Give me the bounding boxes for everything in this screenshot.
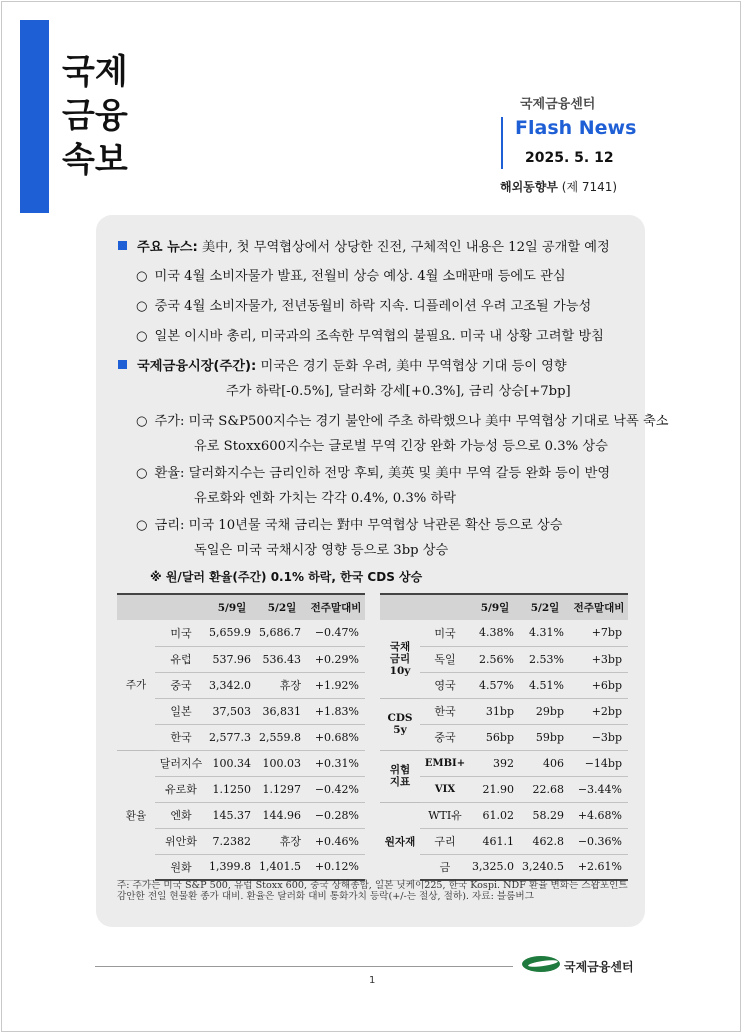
- row-name: 중국: [420, 724, 470, 750]
- value-previous: 406: [520, 750, 570, 776]
- news-bullet-1: [136, 265, 566, 284]
- market-item-stocks-sub: 유로 Stoxx600지수는 글로벌 무역 긴장 완화 가능성 등으로 0.3% 상승: [194, 439, 608, 454]
- row-name: 위안화: [155, 828, 207, 854]
- group-label: 원자재: [380, 802, 420, 880]
- table-footnote: 주: 주가는 미국 S&P 500, 유럽 Stoxx 600, 중국 상해종합, 일본 닛케이225, 한국 Kospi. NDF 환율 변화는 스왑포인트 감안한 전일 현물환 종가 대비. 환율은 달러화 대비 통화가치 등락(+/-는 절상, 절하). 자료: 블룸버그: [117, 880, 628, 902]
- news-label: 주요 뉴스:: [137, 240, 198, 255]
- row-name: VIX: [420, 776, 470, 802]
- value-change: +0.12%: [307, 854, 365, 880]
- row-name: 구리: [420, 828, 470, 854]
- market-item-text: 금리: 미국 10년물 국채 금리는 對中 무역협상 낙관론 확산 등으로 상승: [154, 518, 563, 533]
- footer-divider: [95, 966, 513, 967]
- value-change: +1.92%: [307, 672, 365, 698]
- market-item-text: 주가: 미국 S&P500지수는 경기 불안에 주초 하락했으나 美中 무역협상 기대로 낙폭 축소: [154, 414, 669, 429]
- market-item-rates: [136, 514, 563, 533]
- market-item-text: 환율: 달러화지수는 금리인하 전망 후퇴, 美英 및 美中 무역 갈등 완화 등이 반영: [154, 466, 611, 481]
- row-name: 유로화: [155, 776, 207, 802]
- group-label: 주가: [117, 620, 155, 750]
- value-change: +7bp: [570, 620, 628, 646]
- circle-bullet-icon: ○: [136, 414, 148, 429]
- footer-logo-text: 국제금융센터: [564, 960, 634, 974]
- market-item-fx: [136, 462, 610, 481]
- value-current: 100.34: [207, 750, 257, 776]
- page-number: 1: [369, 975, 376, 986]
- value-change: −0.36%: [570, 828, 628, 854]
- table-left: [117, 593, 365, 881]
- value-change: +4.68%: [570, 802, 628, 828]
- value-current: 145.37: [207, 802, 257, 828]
- market-item-stocks: [136, 410, 668, 429]
- row-name: 유럽: [155, 646, 207, 672]
- square-bullet-icon: [118, 360, 127, 369]
- center-name: 국제금융센터: [520, 97, 596, 112]
- value-previous: 휴장: [257, 672, 307, 698]
- value-current: 37,503: [207, 698, 257, 724]
- row-name: 한국: [155, 724, 207, 750]
- news-bullet-3: [136, 325, 604, 344]
- table-row: [117, 672, 365, 698]
- table-row: [117, 828, 365, 854]
- market-summary: [118, 355, 567, 374]
- value-change: +0.31%: [307, 750, 365, 776]
- value-current: 3,342.0: [207, 672, 257, 698]
- table-row: [380, 620, 628, 646]
- square-bullet-icon: [118, 241, 127, 250]
- value-previous: 2.53%: [520, 646, 570, 672]
- row-name: 달러지수: [155, 750, 207, 776]
- header-cell: 5/9일: [207, 594, 257, 620]
- header-cell: 전주말대비: [307, 594, 365, 620]
- table-header-row: [380, 594, 628, 620]
- value-current: 2.56%: [470, 646, 520, 672]
- table-row: [380, 750, 628, 776]
- value-previous: 4.51%: [520, 672, 570, 698]
- row-name: 영국: [420, 672, 470, 698]
- title-accent-bar: [20, 20, 49, 213]
- news-bullet-text: 미국 4월 소비자물가 발표, 전월비 상승 예상. 4월 소매판매 등에도 관심: [154, 269, 566, 284]
- table-row: [380, 698, 628, 724]
- value-current: 3,325.0: [470, 854, 520, 880]
- value-change: −0.47%: [307, 620, 365, 646]
- value-previous: 4.31%: [520, 620, 570, 646]
- row-name: WTI유: [420, 802, 470, 828]
- row-name: 일본: [155, 698, 207, 724]
- flash-news-label: Flash News: [515, 117, 637, 139]
- value-previous: 3,240.5: [520, 854, 570, 880]
- circle-bullet-icon: ○: [136, 518, 148, 533]
- value-change: +2.61%: [570, 854, 628, 880]
- value-change: +1.83%: [307, 698, 365, 724]
- header-cell: 5/2일: [520, 594, 570, 620]
- table-row: [117, 854, 365, 880]
- department-ext: (제 7141): [561, 180, 618, 194]
- value-change: −0.42%: [307, 776, 365, 802]
- header-cell: 5/2일: [257, 594, 307, 620]
- header-cell: 전주말대비: [570, 594, 628, 620]
- value-previous: 2,559.8: [257, 724, 307, 750]
- row-name: 미국: [420, 620, 470, 646]
- row-name: 미국: [155, 620, 207, 646]
- value-current: 537.96: [207, 646, 257, 672]
- value-current: 1.1250: [207, 776, 257, 802]
- row-name: 한국: [420, 698, 470, 724]
- news-bullet-text: 중국 4월 소비자물가, 전년동월비 하락 지속. 디플레이션 우려 고조될 가능성: [154, 299, 592, 314]
- value-current: 5,659.9: [207, 620, 257, 646]
- value-previous: 1,401.5: [257, 854, 307, 880]
- table-row: [117, 698, 365, 724]
- market-item-rates-sub: 독일은 미국 국채시장 영향 등으로 3bp 상승: [194, 543, 449, 558]
- circle-bullet-icon: ○: [136, 466, 148, 481]
- value-current: 1,399.8: [207, 854, 257, 880]
- header-divider: [501, 117, 503, 169]
- value-change: −3bp: [570, 724, 628, 750]
- row-name: 금: [420, 854, 470, 880]
- table-row: [117, 646, 365, 672]
- value-previous: 59bp: [520, 724, 570, 750]
- circle-bullet-icon: ○: [136, 299, 148, 314]
- table-row: [117, 724, 365, 750]
- department: [500, 178, 617, 195]
- market-item-fx-sub: 유로화와 엔화 가치는 각각 0.4%, 0.3% 하락: [194, 491, 456, 506]
- value-previous: 58.29: [520, 802, 570, 828]
- row-name: 독일: [420, 646, 470, 672]
- market-label: 국제금융시장(주간):: [137, 359, 257, 374]
- header-cell: [420, 594, 470, 620]
- report-date: 2025. 5. 12: [525, 150, 614, 166]
- value-previous: 29bp: [520, 698, 570, 724]
- value-change: −0.28%: [307, 802, 365, 828]
- table-row: [117, 802, 365, 828]
- value-previous: 100.03: [257, 750, 307, 776]
- value-current: 4.38%: [470, 620, 520, 646]
- table-row: [117, 776, 365, 802]
- value-change: +6bp: [570, 672, 628, 698]
- header-cell: [117, 594, 155, 620]
- value-current: 56bp: [470, 724, 520, 750]
- value-change: +0.46%: [307, 828, 365, 854]
- department-name: 해외동향부: [500, 180, 558, 194]
- header-cell: [155, 594, 207, 620]
- news-headline: [118, 236, 610, 255]
- header-cell: 5/9일: [470, 594, 520, 620]
- news-bullet-text: 일본 이시바 총리, 미국과의 조속한 무역협의 불필요. 미국 내 상황 고려할 방침: [154, 329, 604, 344]
- group-label: 국채 금리 10y: [380, 620, 420, 698]
- value-current: 31bp: [470, 698, 520, 724]
- value-change: +2bp: [570, 698, 628, 724]
- value-previous: 휴장: [257, 828, 307, 854]
- row-name: 중국: [155, 672, 207, 698]
- market-line-1: 미국은 경기 둔화 우려, 美中 무역협상 기대 등이 영향: [260, 359, 567, 374]
- news-bullet-2: [136, 295, 591, 314]
- row-name: EMBI+: [420, 750, 470, 776]
- value-previous: 462.8: [520, 828, 570, 854]
- value-change: −14bp: [570, 750, 628, 776]
- value-previous: 5,686.7: [257, 620, 307, 646]
- circle-bullet-icon: ○: [136, 269, 148, 284]
- title-line-2: 금융: [62, 96, 128, 136]
- value-change: +3bp: [570, 646, 628, 672]
- value-previous: 22.68: [520, 776, 570, 802]
- value-current: 21.90: [470, 776, 520, 802]
- table-row: [380, 802, 628, 828]
- title-line-1: 국제: [62, 52, 128, 92]
- value-current: 392: [470, 750, 520, 776]
- table-row: [117, 750, 365, 776]
- value-previous: 536.43: [257, 646, 307, 672]
- value-current: 7.2382: [207, 828, 257, 854]
- group-label: CDS 5y: [380, 698, 420, 750]
- news-headline-text: 美中, 첫 무역협상에서 상당한 진전, 구체적인 내용은 12일 공개할 예정: [202, 240, 610, 255]
- value-change: +0.68%: [307, 724, 365, 750]
- group-label: 환율: [117, 750, 155, 880]
- value-previous: 1.1297: [257, 776, 307, 802]
- value-change: +0.29%: [307, 646, 365, 672]
- row-name: 원화: [155, 854, 207, 880]
- value-previous: 36,831: [257, 698, 307, 724]
- table-row: [117, 620, 365, 646]
- value-previous: 144.96: [257, 802, 307, 828]
- circle-bullet-icon: ○: [136, 329, 148, 344]
- header-cell: [380, 594, 420, 620]
- value-current: 61.02: [470, 802, 520, 828]
- value-change: −3.44%: [570, 776, 628, 802]
- fx-note: ※ 원/달러 환율(주간) 0.1% 하락, 한국 CDS 상승: [150, 570, 423, 584]
- report-title: [62, 50, 128, 182]
- value-current: 2,577.3: [207, 724, 257, 750]
- table-header-row: [117, 594, 365, 620]
- value-current: 4.57%: [470, 672, 520, 698]
- title-line-3: 속보: [62, 140, 128, 180]
- row-name: 엔화: [155, 802, 207, 828]
- table-right: [380, 593, 628, 881]
- group-label: 위험 지표: [380, 750, 420, 802]
- value-current: 461.1: [470, 828, 520, 854]
- market-line-2: 주가 하락[-0.5%], 달러화 강세[+0.3%], 금리 상승[+7bp]: [226, 384, 571, 399]
- kcif-logo-icon: [522, 956, 560, 972]
